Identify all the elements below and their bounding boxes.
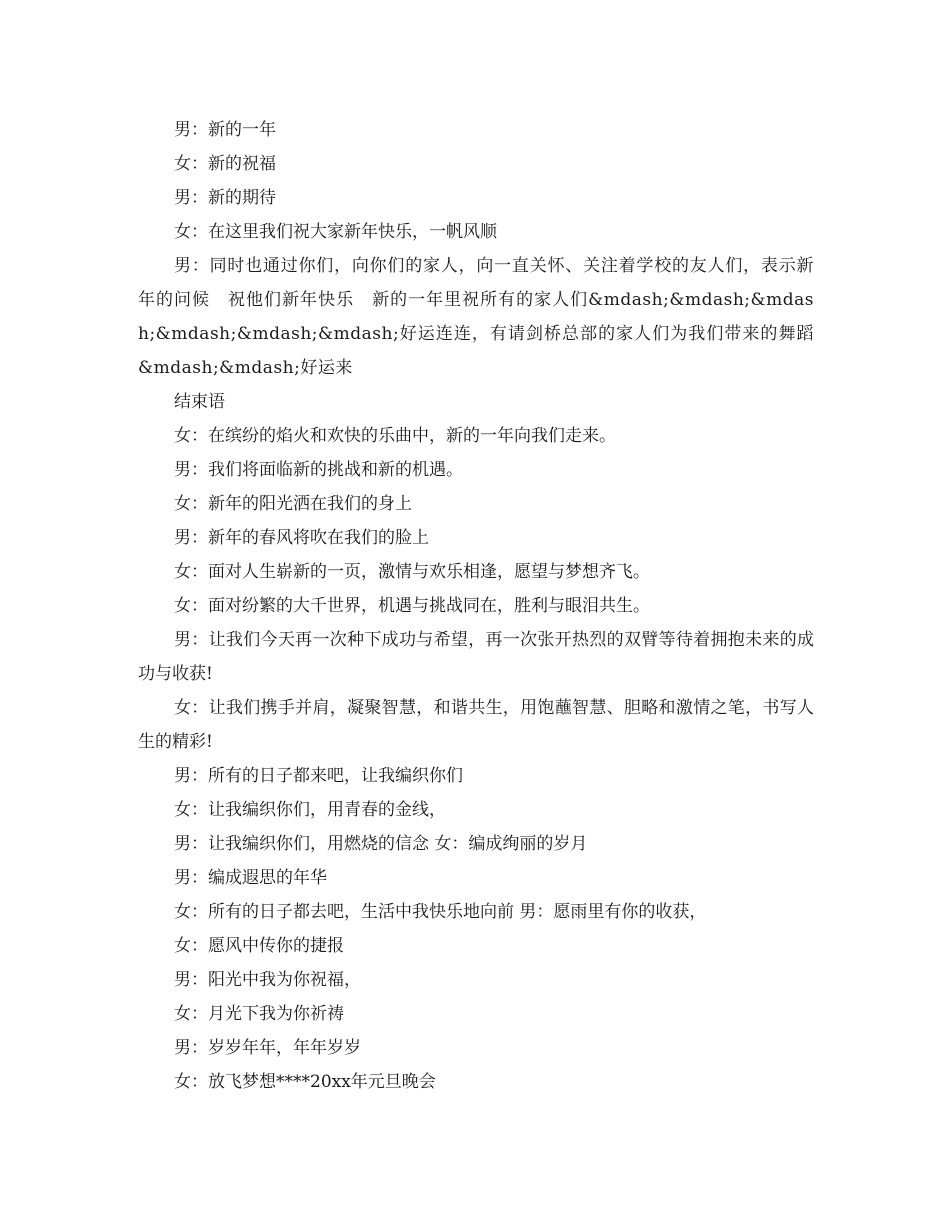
dialogue-paragraph: 男：让我们今天再一次种下成功与希望，再一次张开热烈的双臂等待着拥抱未来的成功与收获! — [138, 630, 814, 684]
document-body — [138, 113, 814, 1099]
dialogue-line: 男：编成遐思的年华 — [174, 868, 327, 888]
dialogue-line: 男：所有的日子都来吧，让我编织你们 — [174, 766, 463, 786]
dialogue-line: 男：阳光中我为你祝福， — [174, 970, 361, 990]
dialogue-line: 女：在这里我们祝大家新年快乐，一帆风顺 — [174, 222, 497, 242]
dialogue-line: 男：新年的春风将吹在我们的脸上 — [174, 528, 429, 548]
dialogue-line: 女：新的祝福 — [174, 154, 276, 174]
dialogue-line: 女：面对人生崭新的一页，激情与欢乐相逢，愿望与梦想齐飞。 — [174, 562, 650, 582]
dialogue-paragraph: 男：同时也通过你们，向你们的家人，向一直关怀、关注着学校的友人们，表示新年的问候 祝他们新年快乐 新的一年里祝所有的家人们&mdash;&mdash;&mdash;&mdash;&mdash;&mdash;好运连连，有请剑桥总部的家人们为我们带来的舞蹈&mdash;&mdash;好运来 — [138, 256, 814, 378]
dialogue-line: 女：在缤纷的焰火和欢快的乐曲中，新的一年向我们走来。 — [174, 426, 616, 446]
dialogue-line: 男：让我编织你们，用燃烧的信念 女：编成绚丽的岁月 — [174, 834, 588, 854]
dialogue-line: 女：愿风中传你的捷报 — [174, 936, 344, 956]
section-heading: 结束语 — [174, 392, 225, 412]
dialogue-line: 男：岁岁年年，年年岁岁 — [174, 1038, 361, 1058]
dialogue-line: 女：新年的阳光洒在我们的身上 — [174, 494, 412, 514]
dialogue-line: 女：面对纷繁的大千世界，机遇与挑战同在，胜利与眼泪共生。 — [174, 596, 650, 616]
dialogue-line: 男：新的期待 — [174, 188, 276, 208]
dialogue-line: 男：我们将面临新的挑战和新的机遇。 — [174, 460, 463, 480]
dialogue-line: 女：所有的日子都去吧，生活中我快乐地向前 男：愿雨里有你的收获， — [174, 902, 707, 922]
dialogue-line: 女：月光下我为你祈祷 — [174, 1004, 344, 1024]
dialogue-paragraph: 女：让我们携手并肩，凝聚智慧，和谐共生，用饱蘸智慧、胆略和激情之笔，书写人生的精彩! — [138, 698, 814, 752]
dialogue-line: 女：让我编织你们，用青春的金线， — [174, 800, 446, 820]
dialogue-line: 男：新的一年 — [174, 120, 276, 140]
dialogue-line: 女：放飞梦想****20xx年元旦晚会 — [174, 1072, 436, 1092]
